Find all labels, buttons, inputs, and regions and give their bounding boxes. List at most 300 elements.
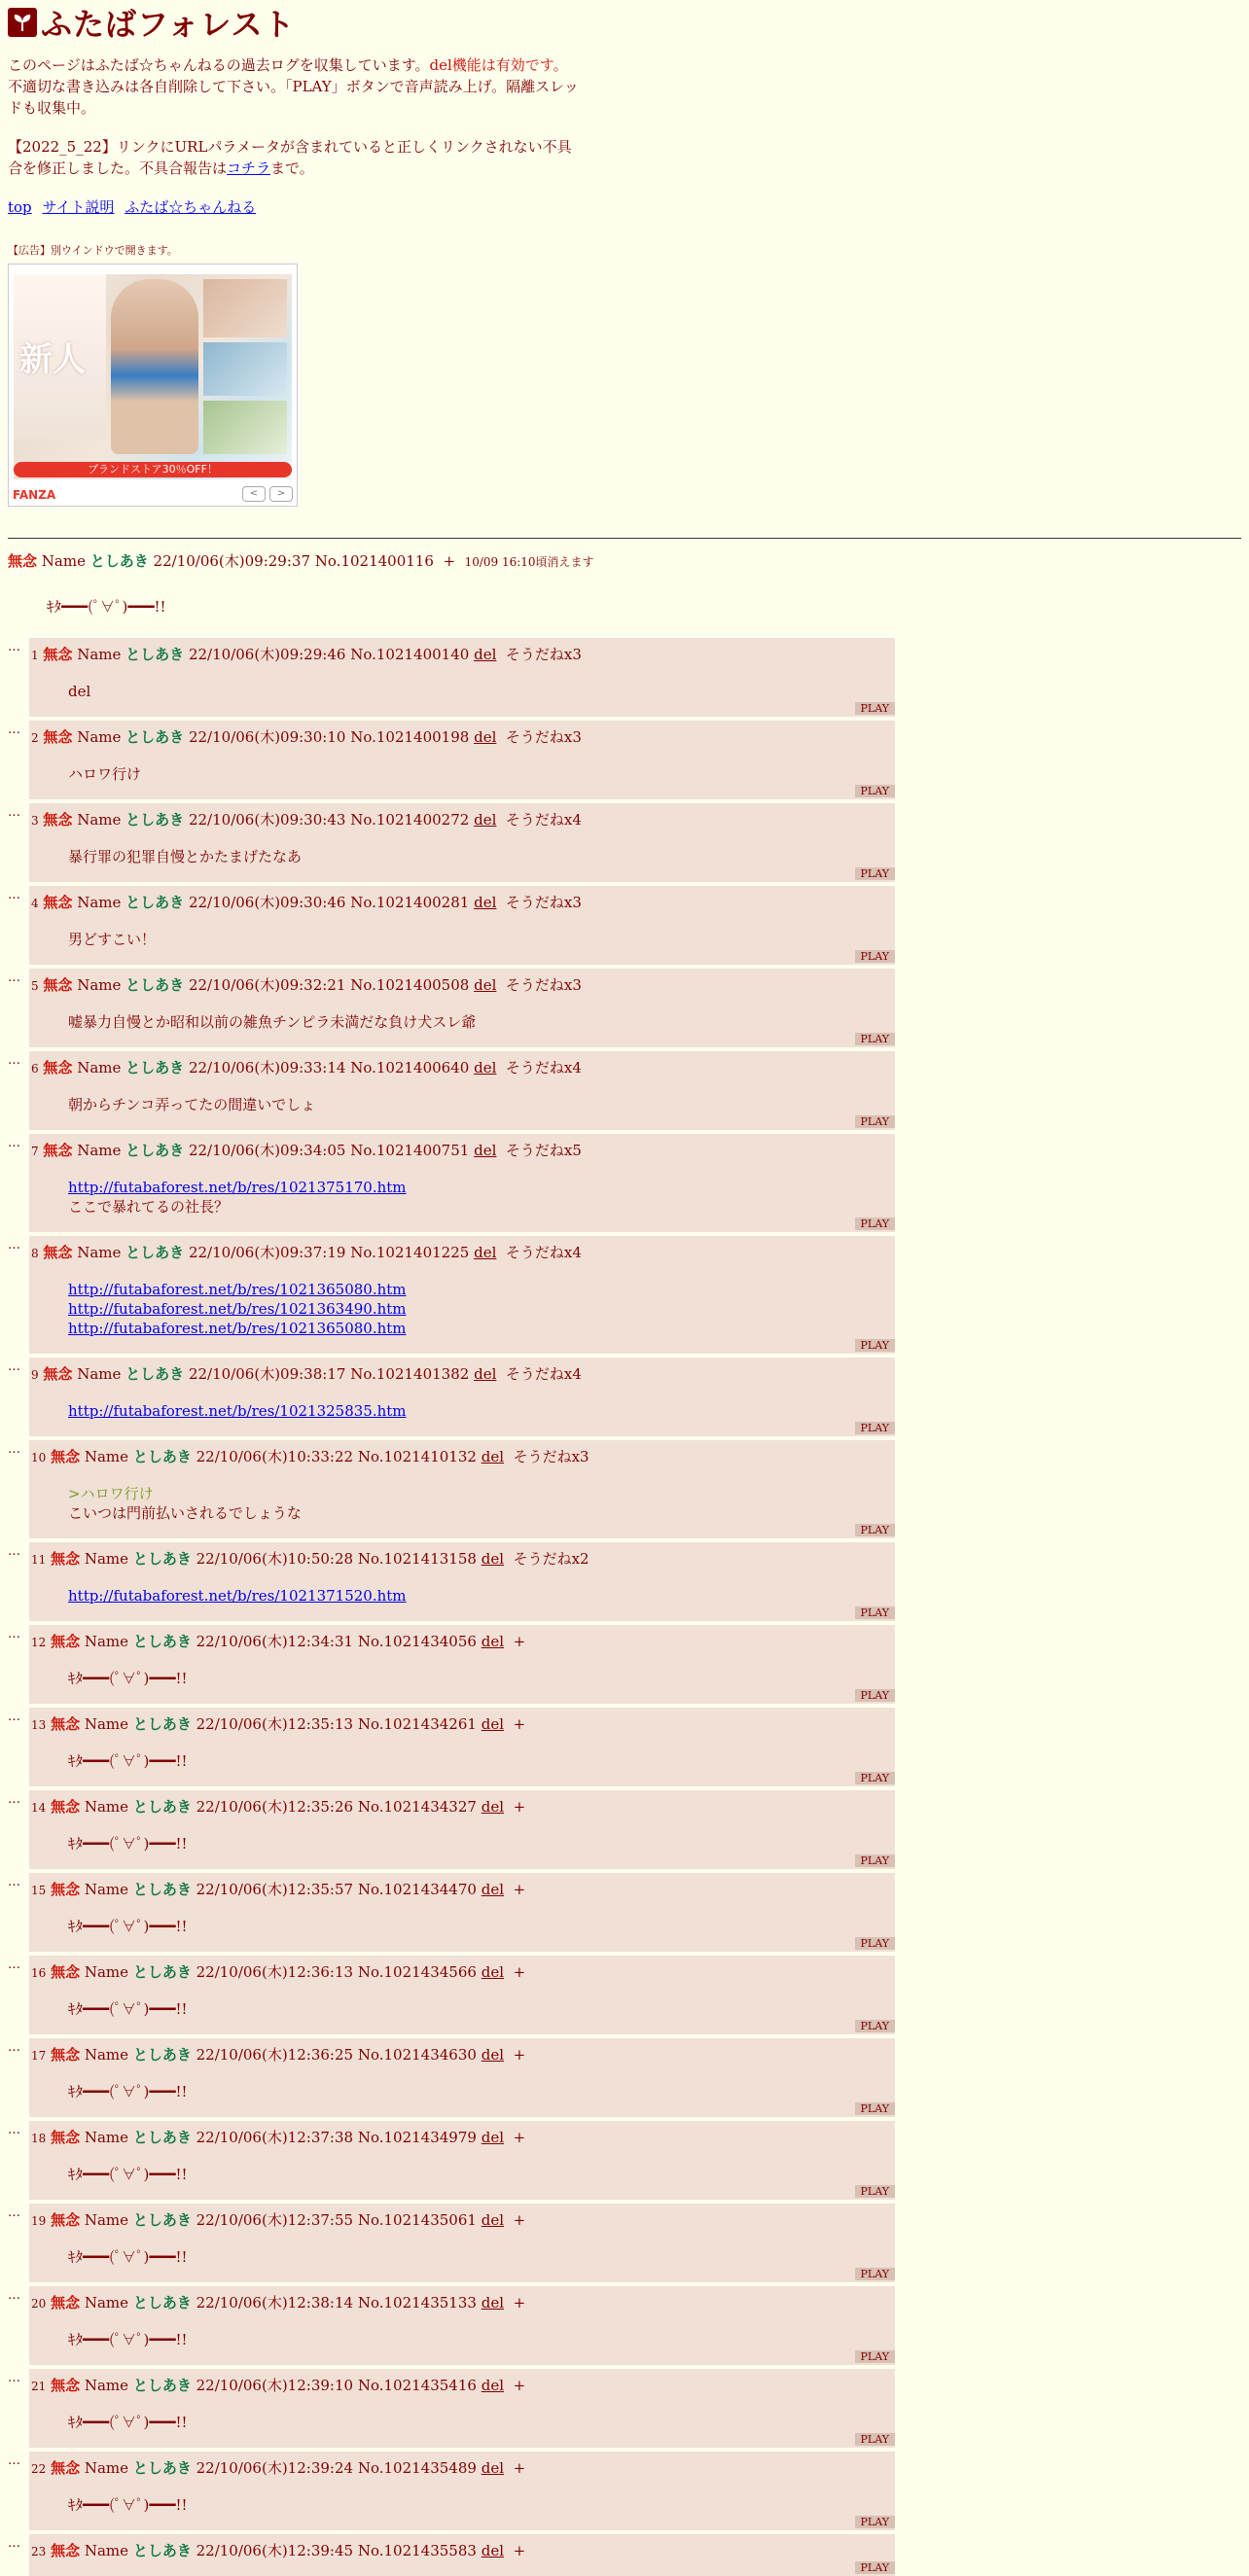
- reply-number[interactable]: No.1021435489: [357, 2459, 477, 2477]
- reply-del-link[interactable]: del: [481, 2377, 505, 2394]
- reply-name-label: Name: [77, 728, 122, 746]
- reply-date: 22/10/06(木)09:29:46: [188, 646, 346, 663]
- reply-number[interactable]: No.1021435133: [357, 2294, 477, 2311]
- reply-header: [29, 2540, 895, 2560]
- reply-sodane-button[interactable]: そうだねx3: [505, 894, 582, 911]
- reply-subject: 無念: [43, 1142, 73, 1159]
- play-button[interactable]: PLAY: [855, 1937, 895, 1950]
- reply-name: としあき: [125, 894, 185, 911]
- reply-number[interactable]: No.1021401382: [350, 1365, 470, 1383]
- op-post: [8, 550, 1241, 617]
- reply-name: としあき: [132, 2046, 192, 2064]
- reply-del-link[interactable]: del: [481, 2294, 505, 2311]
- play-button[interactable]: PLAY: [855, 2516, 895, 2528]
- play-button[interactable]: PLAY: [855, 1217, 895, 1230]
- reply-sodane-button[interactable]: +: [513, 2129, 526, 2146]
- reply-sodane-button[interactable]: そうだねx4: [505, 1059, 582, 1076]
- reply-text: ｷﾀ━━━(ﾟ∀ﾟ)━━━!!: [68, 1670, 188, 1687]
- ad-brand-logo[interactable]: FANZA: [13, 488, 56, 502]
- reply-body: [68, 1178, 895, 1217]
- reply-quote: >ハロワ行け: [68, 1485, 154, 1502]
- reply-subject: 無念: [51, 1633, 81, 1650]
- reply-del-link[interactable]: del: [481, 1448, 505, 1465]
- reply-index: 22: [31, 2462, 47, 2476]
- reply-body: [68, 1280, 895, 1338]
- play-button[interactable]: PLAY: [855, 785, 895, 797]
- reply-post: [29, 1956, 895, 2034]
- reply-text: ｷﾀ━━━(ﾟ∀ﾟ)━━━!!: [68, 1835, 188, 1853]
- reply-post: [29, 2121, 895, 2200]
- reply-del-link[interactable]: del: [474, 1365, 497, 1383]
- reply-sodane-button[interactable]: そうだねx3: [505, 646, 582, 663]
- reply-name-label: Name: [84, 2459, 129, 2477]
- reply-index: 19: [31, 2214, 47, 2228]
- reply-name-label: Name: [84, 1798, 129, 1816]
- reply-index: 6: [31, 1062, 39, 1076]
- reply-index: 16: [31, 1966, 47, 1980]
- reply-text: ｷﾀ━━━(ﾟ∀ﾟ)━━━!!: [68, 1918, 188, 1935]
- reply-del-link[interactable]: del: [481, 1881, 505, 1898]
- play-button[interactable]: PLAY: [855, 1606, 895, 1619]
- intro-part-2: 。不適切な書き込みは各自削除して下さい。「PLAY」ボタンで音声読み上げ。隔離スレッドも収集中。: [8, 56, 579, 117]
- reply-name-label: Name: [77, 894, 122, 911]
- reply-date: 22/10/06(木)09:30:43: [188, 811, 346, 829]
- reply-dots: …: [8, 640, 20, 654]
- reply-header: [29, 1879, 895, 1899]
- ad-sale-banner[interactable]: ブランドストア30％OFF！: [14, 462, 292, 477]
- reply-row: [8, 1440, 1241, 1538]
- reply-subject: 無念: [43, 728, 73, 746]
- reply-header: [29, 1446, 895, 1466]
- reply-header: [29, 2044, 895, 2064]
- reply-body: [68, 847, 895, 866]
- reply-subject: 無念: [51, 1798, 81, 1816]
- update-notice: [8, 136, 582, 179]
- reply-number[interactable]: No.1021435583: [357, 2542, 477, 2559]
- ad-image[interactable]: [14, 274, 292, 479]
- reply-name-label: Name: [77, 1142, 122, 1159]
- reply-subject: 無念: [51, 2046, 81, 2064]
- op-plus-button[interactable]: +: [443, 552, 456, 570]
- reply-name-label: Name: [77, 1244, 122, 1261]
- site-header: [8, 6, 1241, 43]
- reply-name: としあき: [132, 1448, 192, 1465]
- play-button[interactable]: PLAY: [855, 1524, 895, 1536]
- reply-dots: …: [8, 2536, 20, 2551]
- reply-del-link[interactable]: del: [481, 2129, 505, 2146]
- site-title: ふたばフォレスト: [41, 6, 296, 43]
- reply-name-label: Name: [84, 1881, 129, 1898]
- reply-name: としあき: [132, 2459, 192, 2477]
- reply-sodane-button[interactable]: そうだねx4: [505, 1244, 582, 1261]
- reply-subject: 無念: [43, 811, 73, 829]
- reply-name-label: Name: [84, 1633, 129, 1650]
- reply-name: としあき: [132, 2129, 192, 2146]
- reply-thread-link[interactable]: http://futabaforest.net/b/res/1021371520.htm: [68, 1587, 407, 1605]
- reply-del-link[interactable]: del: [481, 1963, 505, 1981]
- reply-date: 22/10/06(木)09:38:17: [188, 1365, 346, 1383]
- reply-date: 22/10/06(木)09:34:05: [188, 1142, 346, 1159]
- reply-text: こいつは門前払いされるでしょうな: [68, 1504, 302, 1522]
- reply-name: としあき: [132, 2542, 192, 2559]
- reply-header: [29, 2127, 895, 2147]
- reply-date: 22/10/06(木)12:39:24: [196, 2459, 354, 2477]
- reply-name-label: Name: [84, 2294, 129, 2311]
- reply-post: [29, 2038, 895, 2117]
- reply-header: [29, 1961, 895, 1982]
- nav-links: [8, 196, 1241, 217]
- reply-number[interactable]: No.1021435061: [357, 2211, 477, 2229]
- reply-del-link[interactable]: del: [481, 1550, 505, 1568]
- reply-name: としあき: [125, 1059, 185, 1076]
- reply-subject: 無念: [51, 1448, 81, 1465]
- reply-sodane-button[interactable]: +: [513, 2294, 526, 2311]
- reply-thread-link[interactable]: http://futabaforest.net/b/res/1021325835.htm: [68, 1402, 407, 1420]
- reply-sodane-button[interactable]: そうだねx3: [505, 976, 582, 994]
- reply-header: [29, 2209, 895, 2230]
- reply-row: [8, 1708, 1241, 1786]
- reply-name-label: Name: [84, 2542, 129, 2559]
- reply-header: [29, 892, 895, 912]
- ad-prev-button[interactable]: <: [242, 486, 266, 502]
- reply-dots: …: [8, 1627, 20, 1641]
- play-button[interactable]: PLAY: [855, 2350, 895, 2363]
- reply-del-link[interactable]: del: [474, 646, 497, 663]
- reply-del-link[interactable]: del: [481, 1798, 505, 1816]
- play-button[interactable]: PLAY: [855, 1689, 895, 1702]
- reply-text: del: [68, 683, 91, 700]
- reply-dots: …: [8, 1875, 20, 1889]
- reply-number[interactable]: No.1021400198: [350, 728, 470, 746]
- play-button[interactable]: PLAY: [855, 1422, 895, 1434]
- play-button[interactable]: PLAY: [855, 2268, 895, 2280]
- play-button[interactable]: PLAY: [855, 2433, 895, 2446]
- op-date: 22/10/06(木)09:29:37: [153, 552, 310, 570]
- reply-del-link[interactable]: del: [481, 1633, 505, 1650]
- reply-post: [29, 1236, 895, 1354]
- reply-subject: 無念: [51, 1715, 81, 1733]
- reply-name: としあき: [132, 1881, 192, 1898]
- reply-header: [29, 1057, 895, 1077]
- reply-index: 3: [31, 814, 39, 828]
- reply-sodane-button[interactable]: +: [513, 2377, 526, 2394]
- reply-sodane-button[interactable]: そうだねx3: [513, 1448, 589, 1465]
- reply-del-link[interactable]: del: [481, 2211, 505, 2229]
- play-button[interactable]: PLAY: [855, 1033, 895, 1045]
- reply-name-label: Name: [84, 1963, 129, 1981]
- reply-row: [8, 1134, 1241, 1232]
- reply-subject: 無念: [43, 646, 73, 663]
- op-body: ｷﾀ━━━(ﾟ∀ﾟ)━━━!!: [47, 598, 166, 616]
- op-expire-note: 10/09 16:10頃消えます: [464, 555, 594, 569]
- reply-body: [68, 2165, 895, 2184]
- reply-row: [8, 1236, 1241, 1354]
- reply-sodane-button[interactable]: +: [513, 2542, 526, 2559]
- reply-date: 22/10/06(木)12:36:25: [196, 2046, 354, 2064]
- reply-index: 4: [31, 897, 39, 910]
- reply-thread-link[interactable]: http://futabaforest.net/b/res/1021375170.htm: [68, 1179, 407, 1196]
- reply-post: [29, 1873, 895, 1952]
- reply-header: [29, 1713, 895, 1734]
- play-button[interactable]: PLAY: [855, 1772, 895, 1784]
- reply-post: [29, 1625, 895, 1704]
- reply-row: [8, 1358, 1241, 1436]
- ad-note: 【広告】別ウインドウで開きます。: [8, 244, 178, 257]
- reply-date: 22/10/06(木)12:38:14: [196, 2294, 354, 2311]
- reply-number[interactable]: No.1021410132: [357, 1448, 477, 1465]
- reply-del-link[interactable]: del: [474, 894, 497, 911]
- reply-text: 暴行罪の犯罪自慢とかたまげたなあ: [68, 848, 303, 865]
- reply-name-label: Name: [77, 1365, 122, 1383]
- reply-del-link[interactable]: del: [474, 728, 497, 746]
- reply-dots: …: [8, 1544, 20, 1559]
- reply-post: [29, 721, 895, 799]
- reply-name: としあき: [132, 2294, 192, 2311]
- reply-name: としあき: [125, 728, 185, 746]
- reply-row: [8, 969, 1241, 1047]
- reply-subject: 無念: [43, 976, 73, 994]
- reply-dots: …: [8, 1710, 20, 1724]
- reply-row: [8, 1542, 1241, 1621]
- play-button[interactable]: PLAY: [855, 2561, 895, 2574]
- reply-subject: 無念: [51, 2459, 81, 2477]
- reply-dots: …: [8, 2040, 20, 2055]
- reply-index: 14: [31, 1801, 47, 1815]
- intro-part-1: このページはふたば☆ちゃんねるの過去ログを収集しています。: [8, 56, 430, 74]
- reply-header: [29, 1363, 895, 1384]
- reply-dots: …: [8, 1238, 20, 1253]
- reply-dots: …: [8, 888, 20, 902]
- reply-sodane-button[interactable]: そうだねx5: [505, 1142, 582, 1159]
- reply-sodane-button[interactable]: そうだねx3: [505, 728, 582, 746]
- reply-sodane-button[interactable]: +: [513, 2046, 526, 2064]
- reply-subject: 無念: [51, 1881, 81, 1898]
- reply-post: [29, 1708, 895, 1786]
- intro-del-enabled: del機能は有効です: [429, 56, 553, 74]
- reply-post: [29, 2369, 895, 2448]
- reply-post: [29, 2452, 895, 2530]
- reply-name: としあき: [125, 646, 185, 663]
- play-button[interactable]: PLAY: [855, 1115, 895, 1128]
- reply-sodane-button[interactable]: +: [513, 1633, 526, 1650]
- reply-date: 22/10/06(木)09:37:19: [188, 1244, 346, 1261]
- reply-row: [8, 803, 1241, 882]
- reply-name-label: Name: [77, 646, 122, 663]
- reply-number[interactable]: No.1021434470: [357, 1881, 477, 1898]
- play-button[interactable]: PLAY: [855, 1854, 895, 1867]
- play-button[interactable]: PLAY: [855, 2185, 895, 2198]
- reply-index: 20: [31, 2297, 47, 2311]
- reply-date: 22/10/06(木)12:36:13: [196, 1963, 354, 1981]
- reply-sodane-button[interactable]: +: [513, 2211, 526, 2229]
- reply-number[interactable]: No.1021400640: [350, 1059, 470, 1076]
- reply-number[interactable]: No.1021434566: [357, 1963, 477, 1981]
- reply-number[interactable]: No.1021400272: [350, 811, 470, 829]
- reply-text: ここで暴れてるの社長？: [68, 1198, 230, 1216]
- reply-row: [8, 1625, 1241, 1704]
- reply-body: [68, 1999, 895, 2019]
- reply-body: [68, 1401, 895, 1421]
- reply-index: 8: [31, 1247, 39, 1260]
- reply-date: 22/10/06(木)10:50:28: [196, 1550, 354, 1568]
- reply-name: としあき: [125, 1244, 185, 1261]
- reply-name: としあき: [132, 1963, 192, 1981]
- reply-post: [29, 1440, 895, 1538]
- reply-header: [29, 2292, 895, 2312]
- reply-date: 22/10/06(木)09:32:21: [188, 976, 346, 994]
- reply-dots: …: [8, 1792, 20, 1807]
- reply-sodane-button[interactable]: そうだねx2: [513, 1550, 589, 1568]
- reply-row: [8, 1051, 1241, 1130]
- op-name: としあき: [89, 552, 149, 570]
- reply-number[interactable]: No.1021400281: [350, 894, 470, 911]
- reply-del-link[interactable]: del: [481, 2542, 505, 2559]
- reply-del-link[interactable]: del: [474, 1059, 497, 1076]
- thread-divider: [8, 538, 1241, 539]
- ad-banner-box[interactable]: [8, 264, 298, 507]
- reply-number[interactable]: No.1021401225: [350, 1244, 470, 1261]
- reply-date: 22/10/06(木)09:30:10: [188, 728, 346, 746]
- reply-del-link[interactable]: del: [481, 1715, 505, 1733]
- ad-headline: 新人: [19, 340, 86, 379]
- reply-sodane-button[interactable]: +: [513, 1881, 526, 1898]
- reply-body: [68, 764, 895, 784]
- reply-dots: …: [8, 970, 20, 985]
- ad-next-button[interactable]: >: [269, 486, 293, 502]
- reply-text: ｷﾀ━━━(ﾟ∀ﾟ)━━━!!: [68, 2083, 188, 2100]
- reply-number[interactable]: No.1021434630: [357, 2046, 477, 2064]
- reply-index: 2: [31, 731, 39, 745]
- play-button[interactable]: PLAY: [855, 2102, 895, 2115]
- reply-number[interactable]: No.1021413158: [357, 1550, 477, 1568]
- reply-index: 21: [31, 2380, 47, 2393]
- reply-subject: 無念: [51, 1963, 81, 1981]
- reply-post: [29, 1542, 895, 1621]
- nav-futaba-link[interactable]: ふたば☆ちゃんねる: [125, 198, 257, 216]
- reply-subject: 無念: [51, 2211, 81, 2229]
- reply-name-label: Name: [84, 1715, 129, 1733]
- reply-del-link[interactable]: del: [474, 811, 497, 829]
- play-button[interactable]: PLAY: [855, 867, 895, 880]
- report-link[interactable]: コチラ: [227, 159, 271, 177]
- leaf-logo-icon[interactable]: [8, 8, 37, 37]
- reply-del-link[interactable]: del: [474, 976, 497, 994]
- reply-thread-link[interactable]: http://futabaforest.net/b/res/1021363490.htm: [68, 1300, 407, 1318]
- reply-dots: …: [8, 1136, 20, 1150]
- reply-index: 10: [31, 1451, 47, 1464]
- reply-number[interactable]: No.1021434327: [357, 1798, 477, 1816]
- play-button[interactable]: PLAY: [855, 1339, 895, 1352]
- reply-subject: 無念: [51, 2294, 81, 2311]
- reply-name-label: Name: [84, 2211, 129, 2229]
- reply-list: [8, 638, 1241, 2576]
- reply-row: [8, 2452, 1241, 2530]
- reply-text: ｷﾀ━━━(ﾟ∀ﾟ)━━━!!: [68, 1752, 188, 1770]
- reply-post: [29, 638, 895, 717]
- reply-body: [68, 2247, 895, 2267]
- reply-thread-link[interactable]: http://futabaforest.net/b/res/1021365080.htm: [68, 1320, 407, 1337]
- reply-text: ｷﾀ━━━(ﾟ∀ﾟ)━━━!!: [68, 2414, 188, 2431]
- reply-subject: 無念: [51, 2377, 81, 2394]
- play-button[interactable]: PLAY: [855, 950, 895, 963]
- reply-dots: …: [8, 2123, 20, 2137]
- notice-text-end: まで。: [270, 159, 314, 177]
- reply-sodane-button[interactable]: そうだねx4: [505, 811, 582, 829]
- reply-body: [68, 1834, 895, 1853]
- reply-header: [29, 1140, 895, 1160]
- play-button[interactable]: PLAY: [855, 702, 895, 715]
- reply-number[interactable]: No.1021435416: [357, 2377, 477, 2394]
- reply-name: としあき: [125, 1142, 185, 1159]
- reply-post: [29, 1134, 895, 1232]
- reply-row: [8, 1790, 1241, 1869]
- reply-header: [29, 1242, 895, 1262]
- reply-body: [68, 1484, 895, 1523]
- reply-date: 22/10/06(木)12:34:31: [196, 1633, 354, 1650]
- reply-header: [29, 1548, 895, 1569]
- reply-number[interactable]: No.1021400140: [350, 646, 470, 663]
- reply-name-label: Name: [84, 1550, 129, 1568]
- reply-name-label: Name: [77, 811, 122, 829]
- reply-name: としあき: [132, 1633, 192, 1650]
- reply-thread-link[interactable]: http://futabaforest.net/b/res/1021365080.htm: [68, 1281, 407, 1298]
- reply-text: ｷﾀ━━━(ﾟ∀ﾟ)━━━!!: [68, 2331, 188, 2348]
- reply-sodane-button[interactable]: +: [513, 1798, 526, 1816]
- reply-number[interactable]: No.1021434056: [357, 1633, 477, 1650]
- nav-about-link[interactable]: サイト説明: [42, 198, 115, 216]
- reply-index: 11: [31, 1553, 47, 1567]
- reply-text: ｷﾀ━━━(ﾟ∀ﾟ)━━━!!: [68, 2496, 188, 2514]
- reply-index: 1: [31, 649, 39, 662]
- reply-subject: 無念: [43, 1059, 73, 1076]
- reply-text: ｷﾀ━━━(ﾟ∀ﾟ)━━━!!: [68, 2000, 188, 2018]
- reply-row: [8, 2369, 1241, 2448]
- op-subject: 無念: [8, 552, 38, 570]
- reply-body: [68, 2495, 895, 2515]
- reply-name: としあき: [125, 1365, 185, 1383]
- reply-sodane-button[interactable]: そうだねx4: [505, 1365, 582, 1383]
- reply-name-label: Name: [84, 2129, 129, 2146]
- reply-dots: …: [8, 723, 20, 737]
- reply-post: [29, 969, 895, 1047]
- reply-post: [29, 2286, 895, 2365]
- reply-name-label: Name: [84, 1448, 129, 1465]
- reply-del-link[interactable]: del: [474, 1142, 497, 1159]
- reply-post: [29, 1790, 895, 1869]
- reply-sodane-button[interactable]: +: [513, 1963, 526, 1981]
- reply-body: [68, 2082, 895, 2101]
- reply-header: [29, 726, 895, 747]
- reply-sodane-button[interactable]: +: [513, 1715, 526, 1733]
- reply-number[interactable]: No.1021400751: [350, 1142, 470, 1159]
- play-button[interactable]: PLAY: [855, 2020, 895, 2032]
- op-number[interactable]: No.1021400116: [314, 552, 434, 570]
- reply-name: としあき: [125, 811, 185, 829]
- nav-top-link[interactable]: top: [8, 198, 32, 216]
- reply-number[interactable]: No.1021400508: [350, 976, 470, 994]
- reply-del-link[interactable]: del: [481, 2459, 505, 2477]
- reply-subject: 無念: [51, 2129, 81, 2146]
- reply-body: [68, 2413, 895, 2432]
- reply-number[interactable]: No.1021434979: [357, 2129, 477, 2146]
- reply-del-link[interactable]: del: [474, 1244, 497, 1261]
- reply-dots: …: [8, 805, 20, 820]
- reply-index: 18: [31, 2132, 47, 2145]
- reply-number[interactable]: No.1021434261: [357, 1715, 477, 1733]
- reply-sodane-button[interactable]: +: [513, 2459, 526, 2477]
- reply-del-link[interactable]: del: [481, 2046, 505, 2064]
- notice-text: 【2022_5_22】リンクにURLパラメータが含まれていると正しくリンクされない不具合を修正しました。不具合報告は: [8, 138, 572, 177]
